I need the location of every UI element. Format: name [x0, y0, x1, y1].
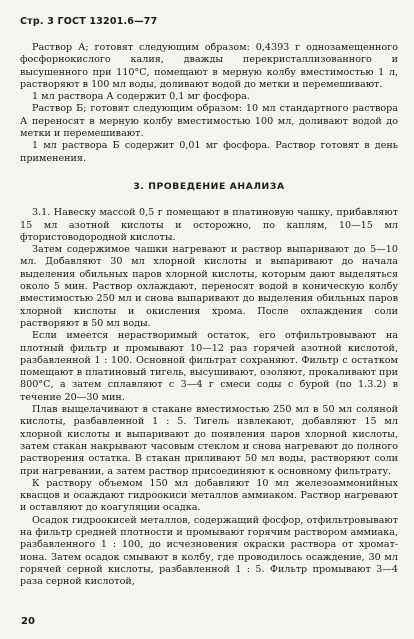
paragraph: Раствор А; готовят следующим образом: 0,4393 г однозамещенного фосфорнокислого калия, дважды перекристаллизованного и высушенного при 110°С, помещают в мерную колбу вместимостью 1 л, растворяют в 100 мл воды, доливают водой до метки и перемешивают. [20, 42, 398, 90]
paragraph: К раствору объемом 150 мл добавляют 10 мл железоаммонийных квасцов и осаждают гидроокиси металлов аммиаком. Раствор нагревают и оставляют до коагуляции осадка. [20, 477, 398, 514]
document-body [20, 42, 398, 588]
paragraph: Плав выщелачивают в стакане вместимостью 250 мл в 50 мл соляной кислоты, разбавленной 1 : 5. Тигель извлекают, добавляют 15 мл хлорной кислоты и выпаривают до появления паров хлорной кислоты, затем стакан накрывают часовым стеклом и снова нагревают до полного растворения остатка. В стакан приливают 50 мл воды, растворяют соли при нагревании, а затем раствор присоединяют к основному фильтрату. [20, 404, 398, 477]
paragraph: Раствор Б; готовят следующим образом: 10 мл стандартного раствора А переносят в мерную колбу вместимостью 100 мл, доливают водой до метки и перемешивают. [20, 103, 398, 140]
page-header: Стр. 3 ГОСТ 13201.6—77 [20, 16, 158, 27]
paragraph: Осадок гидроокисей металлов, содержащий фосфор, отфильтровывают на фильтр средней плотности и промывают горячим раствором аммиака, разбавленного 1 : 100, до исчезновения окраски раствора от хромат-иона. Затем осадок смывают в колбу, где проводилось осаждение, 30 мл горячей серной кислоты, разбавленной 1 : 5. Фильтр промывают 3—4 раза серной кислотой, [20, 514, 398, 588]
section-heading: 3. ПРОВЕДЕНИЕ АНАЛИЗА [133, 180, 285, 192]
paragraph: 1 мл раствора Б содержит 0,01 мг фосфора. Раствор готовят в день применения. [20, 140, 398, 164]
page-number: 20 [21, 616, 35, 627]
paragraph: Затем содержимое чашки нагревают и раствор выпаривают до 5—10 мл. Добавляют 30 мл хлорной кислоты и выпаривают до начала выделения обильных паров хлорной кислоты, которым дают выделяться около 5 мин. Раствор охлаждают, переносят водой в коническую колбу вместимостью 250 мл и снова выпаривают до выделения обильных паров хлорной кислоты и окисления хрома. После охлаждения соли растворяют в 50 мл воды. [20, 244, 398, 329]
paragraph: Если имеется нерастворимый остаток, его отфильтровывают на плотный фильтр и промывают 10—12 раз горячей азотной кислотой, разбавленной 1 : 100. Основной фильтрат сохраняют. Фильтр с остатком помещают в платиновый тигель, высушивают, озоляют, прокаливают при 800°С, а затем сплавляют с 3—4 г смеси соды с бурой (по 1.3.2) в течение 20—30 мин. [20, 330, 398, 403]
paragraph: 1 мл раствора А содержит 0,1 мг фосфора. [32, 91, 250, 103]
paragraph: 3.1. Навеску массой 0,5 г помещают в платиновую чашку, прибавляют 15 мл азотной кислоты и осторожно, по каплям, 10—15 мл фтористоводородной кислоты. [20, 207, 398, 243]
